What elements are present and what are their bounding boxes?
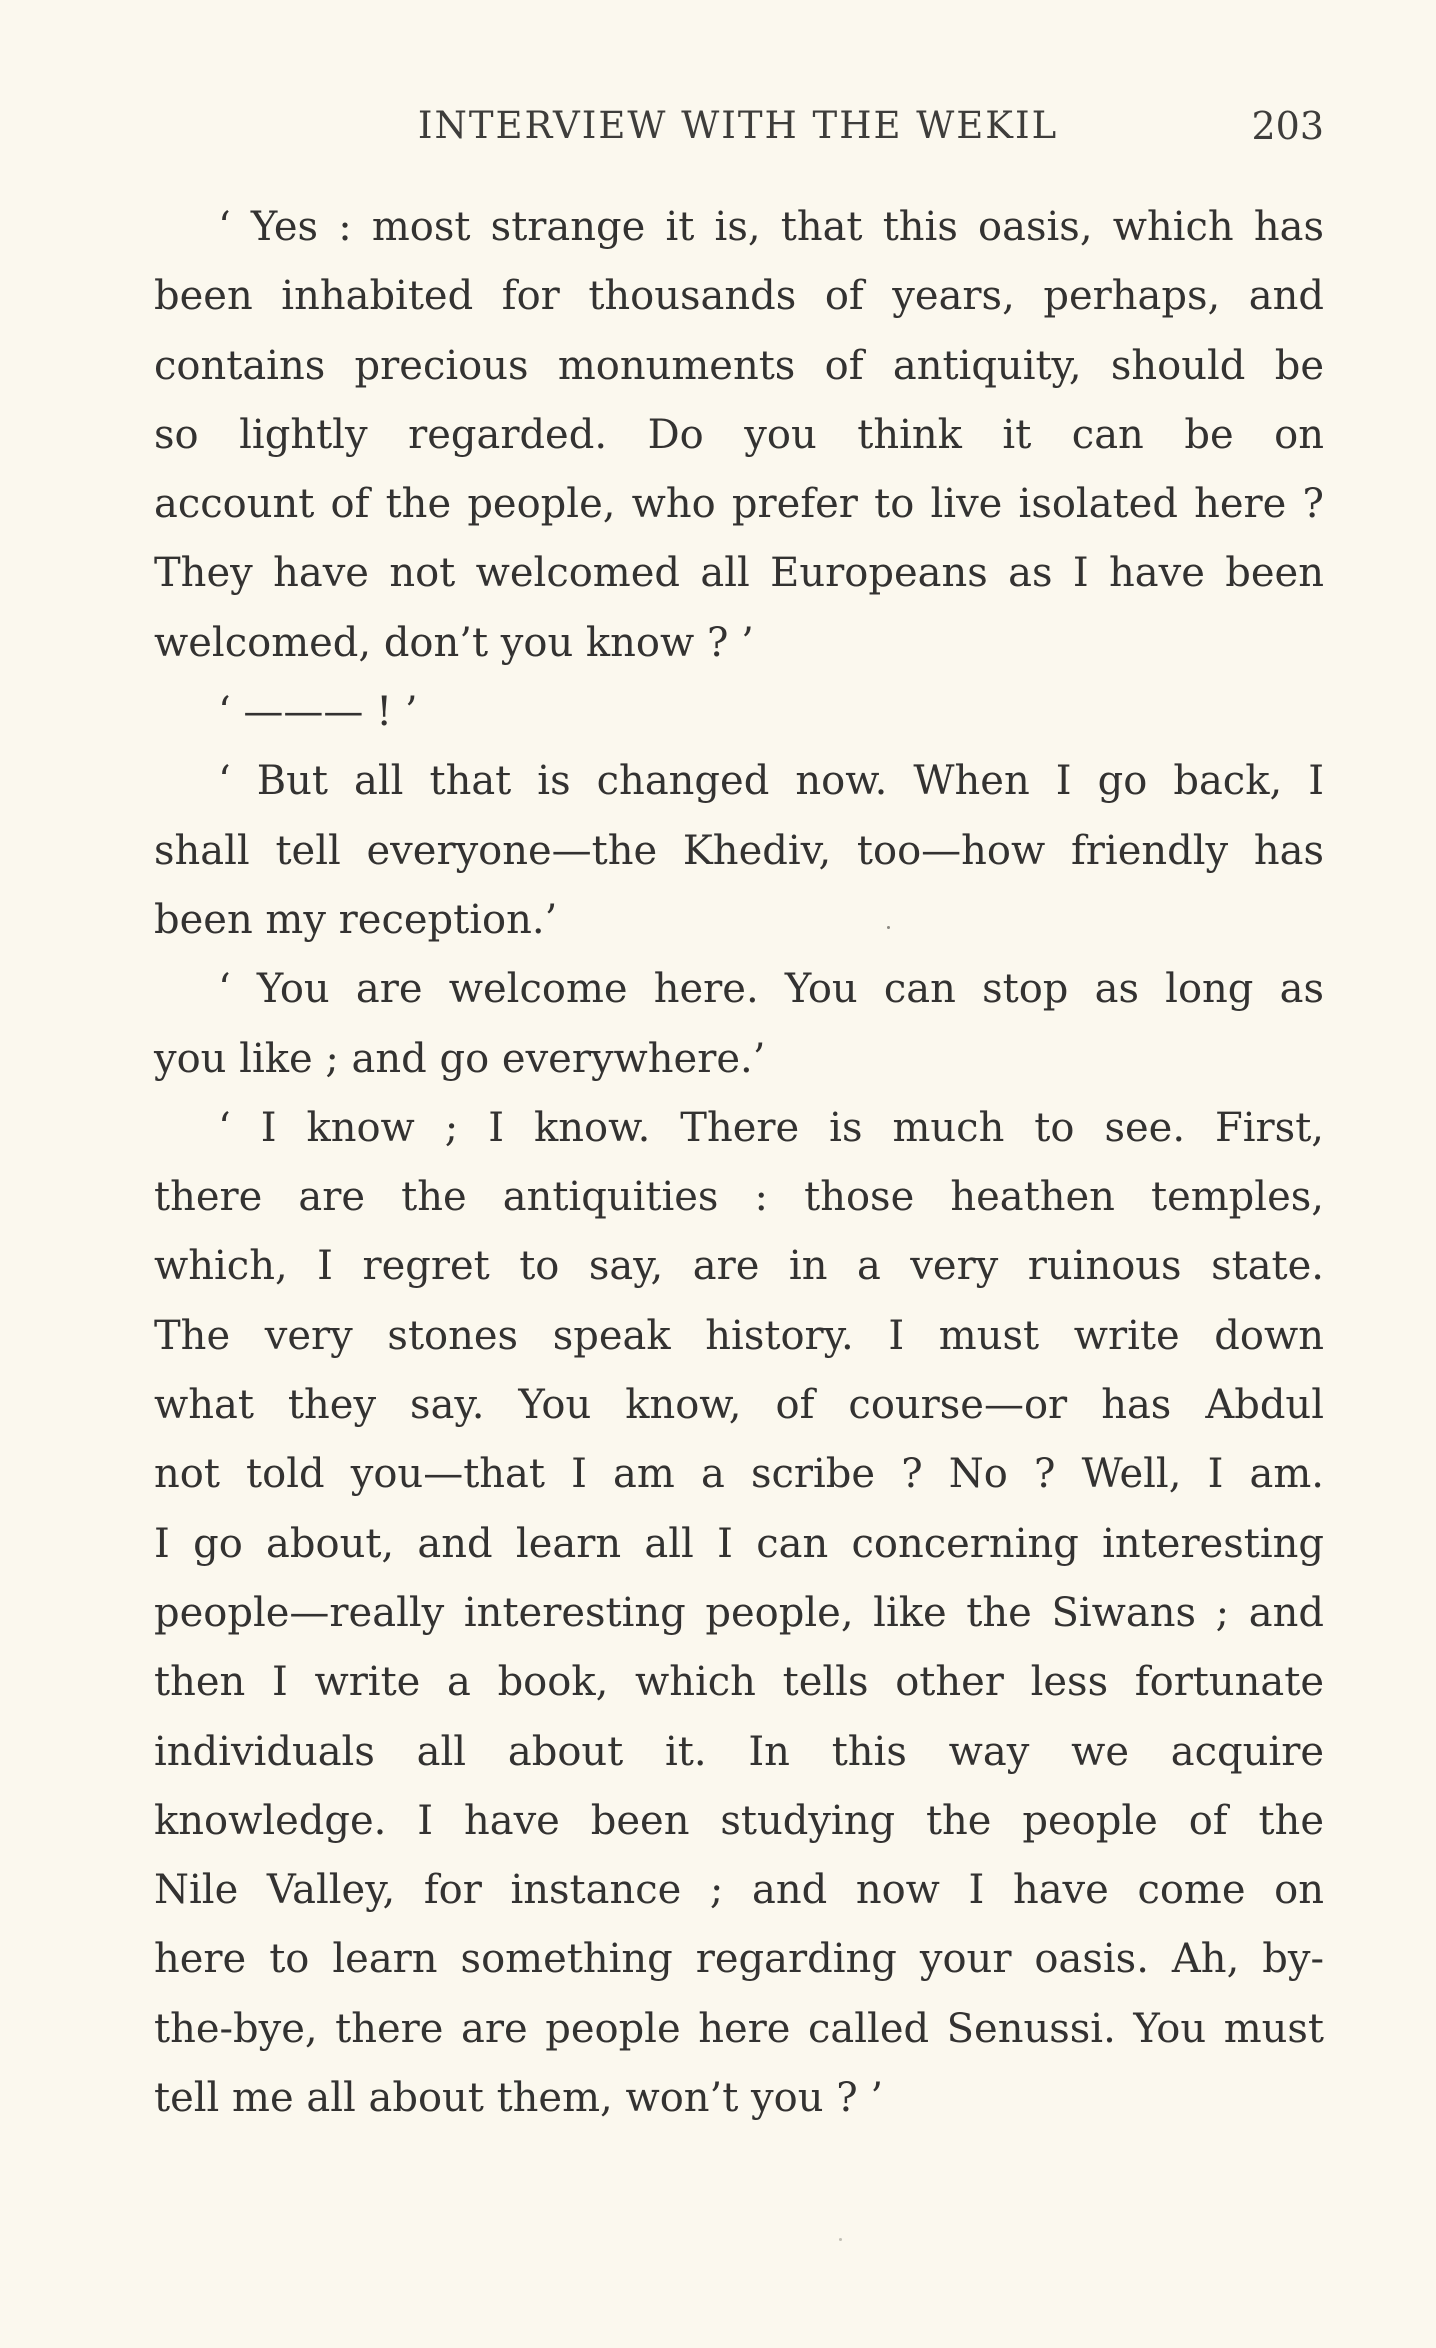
text-line: ‘ ——— ! ’ [218, 689, 418, 736]
running-title: INTERVIEW WITH THE WEKIL [417, 104, 1059, 147]
text-line: ‘ But all that is changed now. When I go back, I [218, 758, 1324, 805]
text-line: here to learn something regarding your oasis. Ah, by- [154, 1936, 1324, 1983]
text-line: which, I regret to say, are in a very ruinous state. [154, 1243, 1324, 1290]
text-line: shall tell everyone—the Khediv, too—how friendly has [154, 827, 1324, 874]
page-number: 203 [1251, 104, 1324, 148]
text-line: you like ; and go everywhere.’ [154, 1035, 766, 1082]
text-line: contains precious monuments of antiquity, should be [154, 342, 1324, 389]
text-line: been my reception.’ [154, 896, 558, 943]
running-head [152, 104, 1324, 160]
text-line: then I write a book, which tells other less fortunate [154, 1659, 1324, 1706]
text-line: The very stones speak history. I must write down [154, 1312, 1324, 1359]
text-line: not told you—that I am a scribe ? No ? Well, I am. [154, 1451, 1324, 1498]
text-line: people—really interesting people, like the Siwans ; and [154, 1589, 1324, 1636]
paper-speck [887, 926, 890, 929]
text-line: knowledge. I have been studying the people of the [154, 1797, 1324, 1844]
text-line: ‘ Yes : most strange it is, that this oasis, which has [218, 204, 1324, 250]
text-line: They have not welcomed all Europeans as I have been [154, 550, 1324, 597]
text-line: welcomed, don’t you know ? ’ [154, 619, 754, 666]
paper-speck [839, 2238, 842, 2241]
text-line: ‘ I know ; I know. There is much to see. First, [218, 1104, 1324, 1151]
text-line: account of the people, who prefer to live isolated here ? [154, 481, 1324, 528]
text-line: been inhabited for thousands of years, perhaps, and [154, 273, 1324, 320]
text-line: there are the antiquities : those heathen temples, [154, 1174, 1324, 1221]
body-text [154, 193, 1324, 2133]
text-line: the-bye, there are people here called Senussi. You must [154, 2005, 1324, 2052]
text-line: ‘ You are welcome here. You can stop as long as [218, 966, 1324, 1013]
text-line: individuals all about it. In this way we acquire [154, 1728, 1324, 1775]
text-line: I go about, and learn all I can concerning interesting [154, 1520, 1324, 1567]
text-line: tell me all about them, won’t you ? ’ [154, 2075, 884, 2122]
text-line: so lightly regarded. Do you think it can be on [154, 411, 1324, 458]
text-line: what they say. You know, of course—or has Abdul [154, 1382, 1324, 1429]
text-line: Nile Valley, for instance ; and now I have come on [154, 1867, 1324, 1914]
